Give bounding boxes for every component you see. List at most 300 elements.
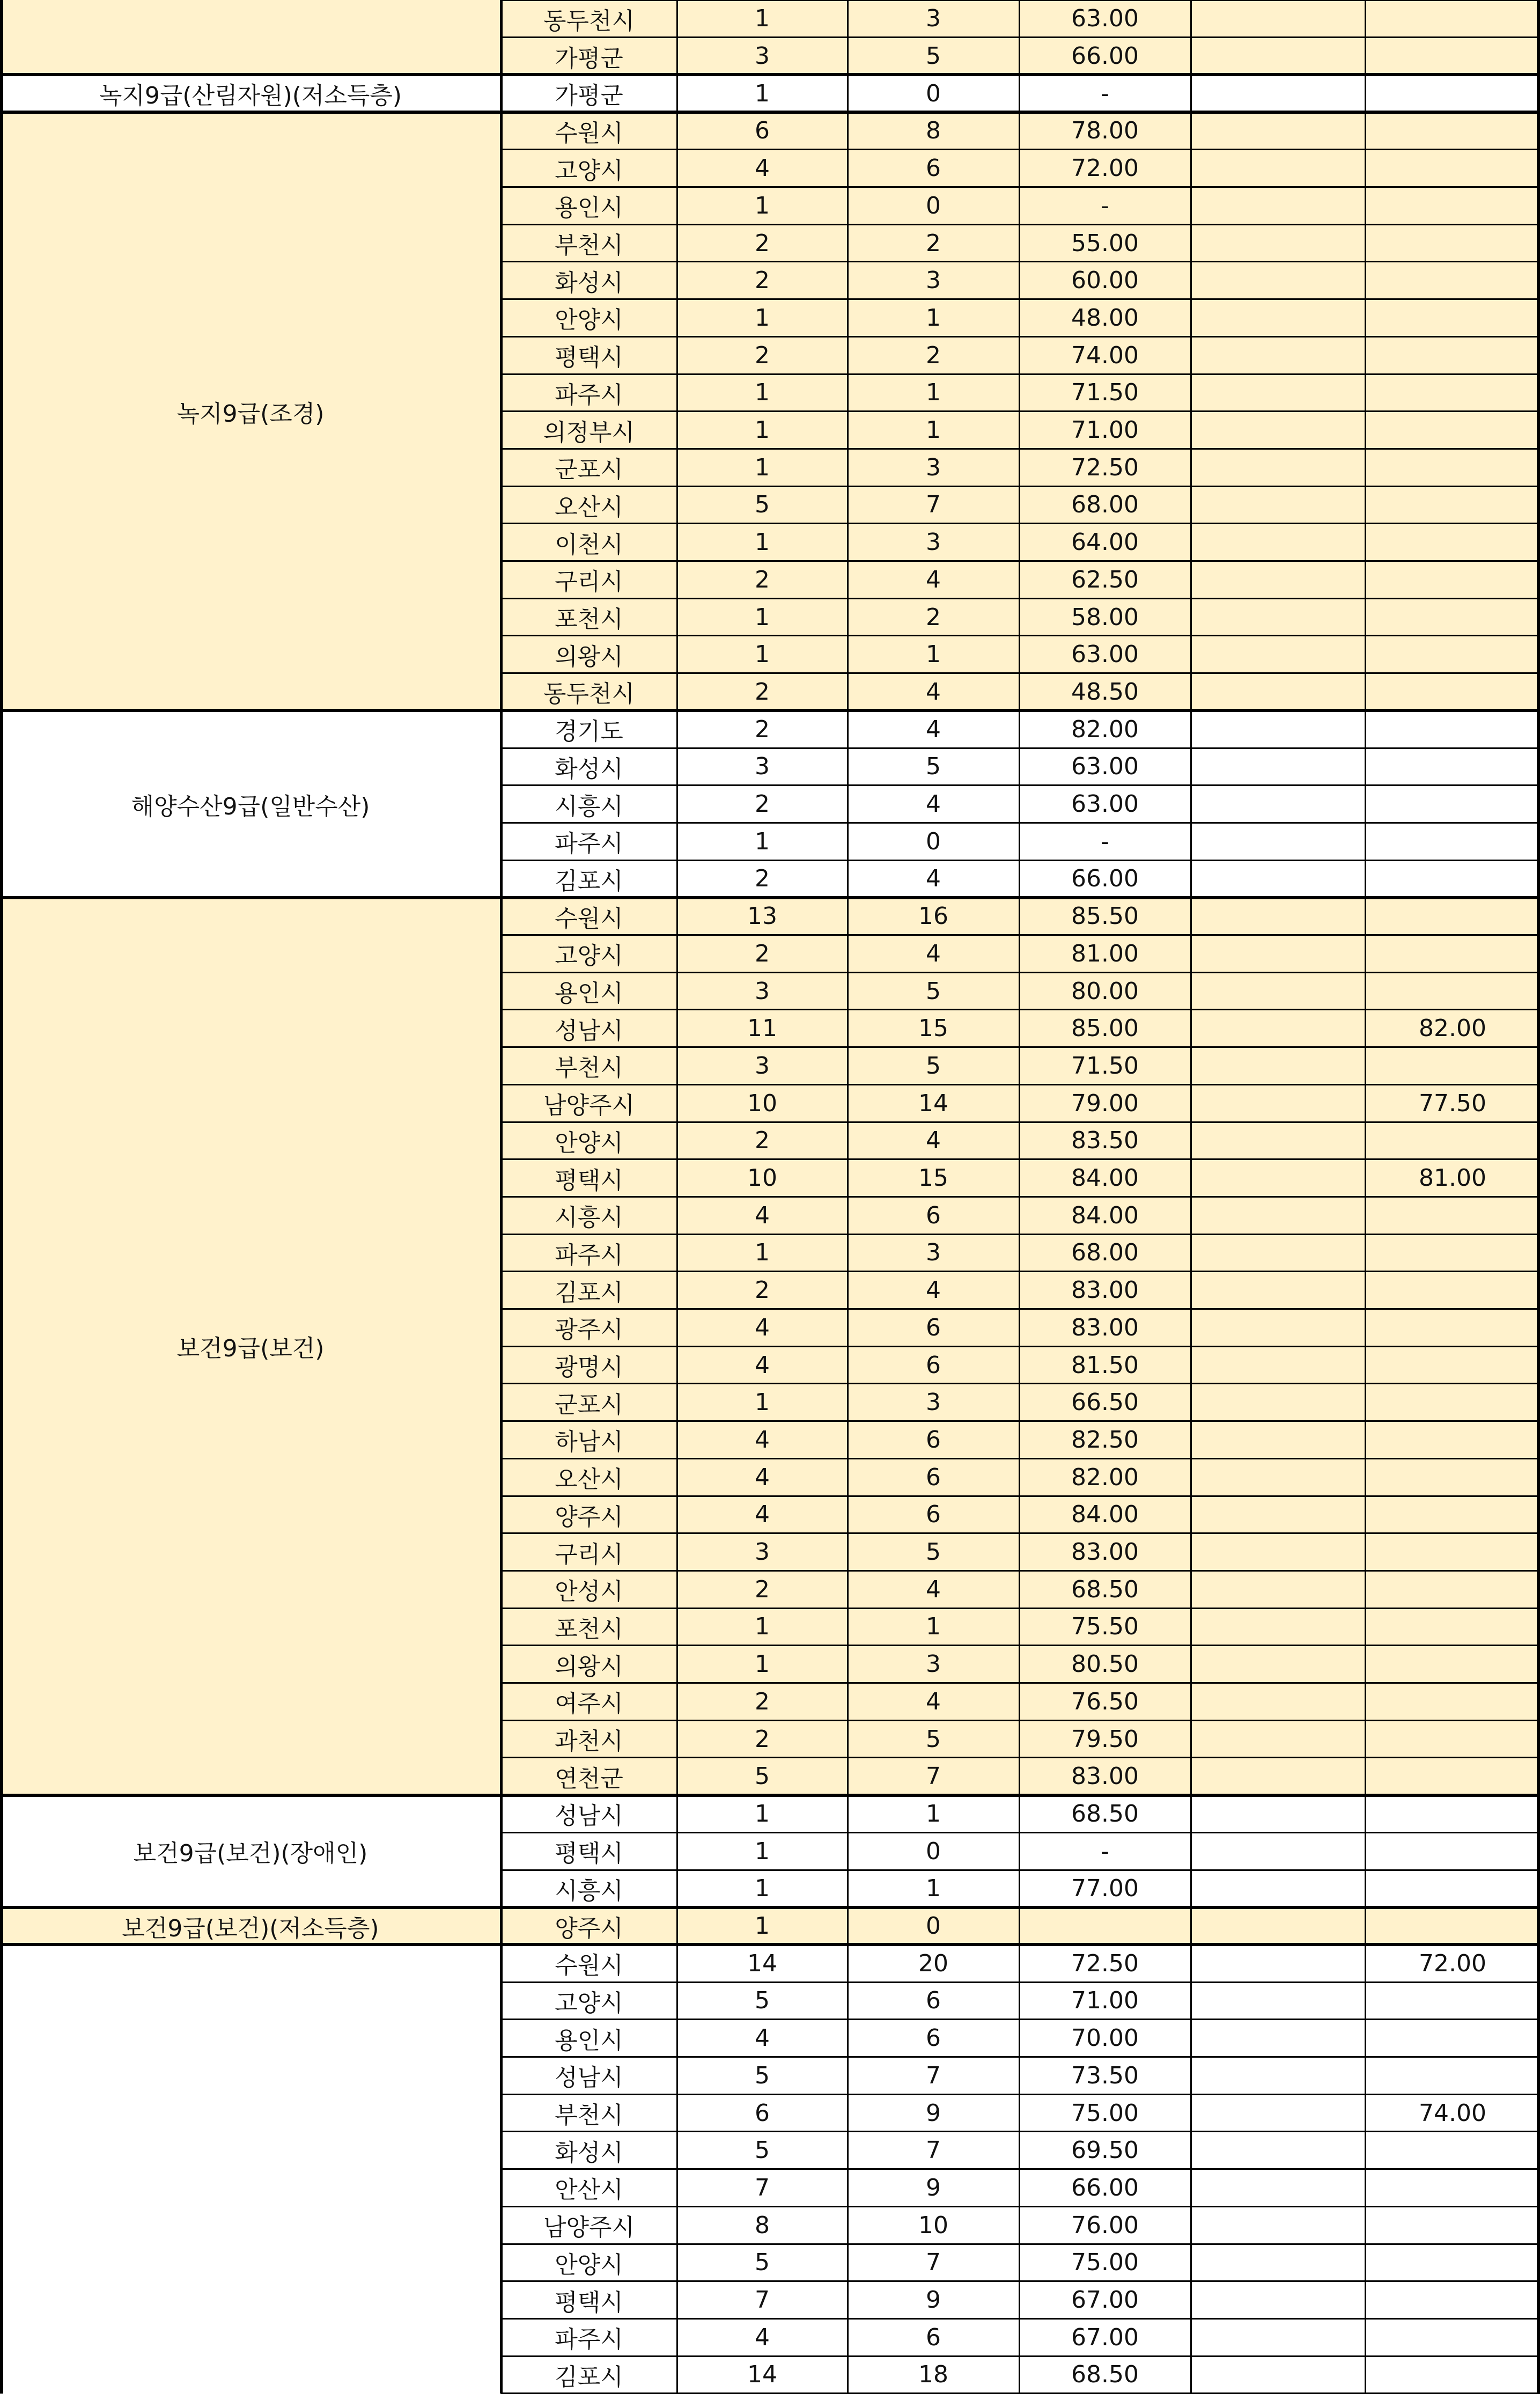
cell-cutoff: - xyxy=(1101,79,1109,107)
cell-applicants: 6 xyxy=(848,150,1019,187)
cell-region: 안성시 xyxy=(501,1570,677,1608)
cell-extra xyxy=(1191,336,1365,374)
cell-cutoff: 64.00 xyxy=(1019,524,1191,561)
cell-positions: 3 xyxy=(677,1047,848,1085)
cell-positions: 1 xyxy=(677,524,848,561)
cell-region: 오산시 xyxy=(501,1458,677,1496)
cell-positions: 2 xyxy=(677,224,848,262)
cell-region: 시흥시 xyxy=(555,1877,623,1905)
cell-extra xyxy=(1191,1795,1365,1833)
cell-score2 xyxy=(1365,412,1540,449)
cell-cutoff: 62.50 xyxy=(1019,561,1191,599)
grid-line xyxy=(501,1832,1540,1833)
cell-score2 xyxy=(1365,1608,1540,1646)
cell-extra xyxy=(1191,2356,1365,2394)
cell-region: 가평군 xyxy=(555,82,623,110)
cell-applicants: 4 xyxy=(926,790,941,818)
cell-positions: 1 xyxy=(677,0,848,38)
cell-positions: 4 xyxy=(755,2323,770,2351)
cell-positions: 2 xyxy=(677,561,848,599)
cell-cutoff: 79.50 xyxy=(1019,1720,1191,1758)
cell-extra xyxy=(1191,1533,1365,1571)
cell-extra xyxy=(1191,412,1365,449)
cell-applicants: 4 xyxy=(848,1570,1019,1608)
cell-applicants: 4 xyxy=(848,1683,1019,1721)
cell-cutoff: 85.00 xyxy=(1019,1010,1191,1047)
cell-positions: 5 xyxy=(755,1987,770,2015)
cell-positions: 13 xyxy=(677,898,848,935)
cell-extra xyxy=(1191,2244,1365,2281)
cell-score2 xyxy=(1365,1272,1540,1309)
cell-cutoff: 83.50 xyxy=(1019,1122,1191,1159)
cell-positions: 4 xyxy=(677,150,848,187)
cell-applicants: 4 xyxy=(848,1272,1019,1309)
cell-extra xyxy=(1191,1458,1365,1496)
grid-line xyxy=(501,1271,1540,1272)
cell-cutoff: 72.00 xyxy=(1019,150,1191,187)
cell-score2 xyxy=(1365,524,1540,561)
cell-cutoff: 48.50 xyxy=(1019,673,1191,711)
cell-cutoff: 71.00 xyxy=(1019,412,1191,449)
cell-cutoff: 55.00 xyxy=(1019,224,1191,262)
grid-line xyxy=(501,1981,1540,1983)
grid-line xyxy=(501,934,1540,936)
grid-line xyxy=(501,149,1540,150)
cell-extra xyxy=(1191,38,1365,75)
cell-region: 파주시 xyxy=(501,374,677,412)
cell-score2 xyxy=(1365,1646,1540,1683)
cell-region: 연천군 xyxy=(501,1758,677,1795)
cell-extra xyxy=(1191,673,1365,711)
cell-score2 xyxy=(1365,2356,1540,2394)
cell-region: 부천시 xyxy=(501,1047,677,1085)
cell-region: 군포시 xyxy=(501,1384,677,1421)
cell-region: 수원시 xyxy=(501,112,677,150)
cell-region: 과천시 xyxy=(501,1720,677,1758)
cell-positions: 1 xyxy=(755,1837,770,1865)
cell-applicants: 0 xyxy=(926,827,941,855)
grid-line xyxy=(501,261,1540,262)
cell-extra xyxy=(1191,150,1365,187)
cell-region: 고양시 xyxy=(501,150,677,187)
cell-extra xyxy=(1191,1907,1365,1945)
cell-region: 경기도 xyxy=(555,718,623,746)
cell-applicants: 9 xyxy=(926,2174,941,2201)
grid-line xyxy=(501,1645,1540,1646)
cell-extra xyxy=(1191,1384,1365,1421)
grid-line xyxy=(501,36,1540,38)
cell-applicants: 0 xyxy=(926,1837,941,1865)
cell-score2 xyxy=(1365,75,1540,112)
cell-applicants: 3 xyxy=(848,262,1019,299)
cell-positions: 2 xyxy=(755,865,770,893)
cell-applicants: 1 xyxy=(926,1800,941,1827)
cell-score2 xyxy=(1365,2169,1540,2207)
grid-line xyxy=(501,1420,1540,1422)
cell-applicants: 3 xyxy=(848,524,1019,561)
cell-cutoff: 66.00 xyxy=(1019,38,1191,75)
cell-positions: 1 xyxy=(677,412,848,449)
cell-positions: 1 xyxy=(677,187,848,225)
cell-positions: 3 xyxy=(677,38,848,75)
cell-positions: 5 xyxy=(755,2061,770,2089)
cell-score2 xyxy=(1365,1458,1540,1496)
cell-region: 양주시 xyxy=(501,1907,677,1945)
cell-cutoff: 75.50 xyxy=(1019,1608,1191,1646)
cell-extra xyxy=(1191,112,1365,150)
cell-positions: 4 xyxy=(677,1496,848,1533)
cell-positions: 10 xyxy=(677,1159,848,1197)
cell-score2: 77.50 xyxy=(1365,1084,1540,1122)
cell-region: 안산시 xyxy=(555,2176,623,2204)
cell-score2 xyxy=(1365,823,1540,860)
cell-positions: 2 xyxy=(677,1683,848,1721)
cell-cutoff: 74.00 xyxy=(1019,336,1191,374)
cell-extra xyxy=(1191,1720,1365,1758)
cell-applicants: 0 xyxy=(848,1907,1019,1945)
cell-extra xyxy=(1191,486,1365,524)
cell-score2 xyxy=(1365,2318,1540,2356)
cell-cutoff: 80.00 xyxy=(1019,972,1191,1010)
cell-extra xyxy=(1191,823,1365,860)
cell-applicants: 5 xyxy=(848,38,1019,75)
cell-score2 xyxy=(1365,2132,1540,2169)
grid-line xyxy=(501,598,1540,599)
cell-positions: 2 xyxy=(755,790,770,818)
grid-line xyxy=(501,186,1540,188)
grid-line xyxy=(501,224,1540,225)
cell-region: 화성시 xyxy=(555,2139,623,2167)
cell-applicants: 6 xyxy=(926,2323,941,2351)
cell-applicants: 7 xyxy=(926,2249,941,2277)
cell-cutoff: 73.50 xyxy=(1071,2061,1139,2089)
cell-region: 평택시 xyxy=(555,2288,623,2316)
grid-line xyxy=(501,2280,1540,2282)
cell-cutoff: 72.50 xyxy=(1071,1949,1139,1977)
cell-extra xyxy=(1191,935,1365,973)
cell-positions: 1 xyxy=(677,1234,848,1272)
cell-region: 김포시 xyxy=(555,2363,623,2391)
cell-cutoff: 84.00 xyxy=(1019,1197,1191,1234)
grid-line xyxy=(501,1234,1540,1235)
grid-line xyxy=(501,523,1540,524)
cell-score2 xyxy=(1365,262,1540,299)
cell-cutoff: 58.00 xyxy=(1019,598,1191,636)
cell-score2 xyxy=(1365,374,1540,412)
cell-positions: 1 xyxy=(755,79,770,107)
cell-extra xyxy=(1191,1683,1365,1721)
cell-applicants: 10 xyxy=(918,2211,948,2239)
cell-region: 의왕시 xyxy=(501,636,677,673)
cell-applicants: 5 xyxy=(848,1533,1019,1571)
cell-positions: 7 xyxy=(755,2174,770,2201)
cell-applicants: 5 xyxy=(926,753,941,781)
cell-extra xyxy=(1191,598,1365,636)
cell-cutoff: 68.50 xyxy=(1071,1800,1139,1827)
group-label-cell: 녹지9급(조경) xyxy=(0,112,501,710)
cell-cutoff: 76.00 xyxy=(1071,2211,1139,2239)
cell-region: 광명시 xyxy=(501,1346,677,1384)
cell-region: 시흥시 xyxy=(501,1197,677,1234)
cell-score2 xyxy=(1365,561,1540,599)
grid-line xyxy=(501,336,1540,337)
cell-score2 xyxy=(1365,1795,1540,1833)
cell-score2 xyxy=(1365,935,1540,973)
cell-extra xyxy=(1191,224,1365,262)
cell-applicants: 6 xyxy=(848,1421,1019,1459)
cell-extra xyxy=(1191,860,1365,898)
cell-score2 xyxy=(1365,336,1540,374)
cell-score2 xyxy=(1365,598,1540,636)
grid-line xyxy=(501,448,1540,450)
cell-extra xyxy=(1191,1122,1365,1159)
cell-region: 용인시 xyxy=(501,972,677,1010)
cell-score2 xyxy=(1365,1570,1540,1608)
cell-region: 부천시 xyxy=(501,224,677,262)
grid-line xyxy=(501,1720,1540,1721)
cell-extra xyxy=(1191,374,1365,412)
cell-region: 구리시 xyxy=(501,561,677,599)
cell-cutoff: 83.00 xyxy=(1019,1533,1191,1571)
cell-cutoff: 60.00 xyxy=(1019,262,1191,299)
cell-positions: 3 xyxy=(677,972,848,1010)
cell-region: 의왕시 xyxy=(501,1646,677,1683)
cell-score2 xyxy=(1365,972,1540,1010)
cell-cutoff: 71.00 xyxy=(1071,1987,1139,2015)
cell-applicants: 16 xyxy=(848,898,1019,935)
cell-positions: 2 xyxy=(755,715,770,743)
cell-positions: 4 xyxy=(677,1421,848,1459)
cell-extra xyxy=(1191,1758,1365,1795)
cell-score2 xyxy=(1365,299,1540,337)
cell-cutoff: 84.00 xyxy=(1019,1496,1191,1533)
grid-line xyxy=(501,1158,1540,1160)
grid-line xyxy=(501,1046,1540,1048)
cell-applicants: 6 xyxy=(848,1309,1019,1347)
grid-line xyxy=(501,1532,1540,1534)
cell-applicants: 7 xyxy=(926,2061,941,2089)
cell-cutoff: 81.50 xyxy=(1019,1346,1191,1384)
cell-positions: 1 xyxy=(677,374,848,412)
cell-applicants: 0 xyxy=(848,187,1019,225)
cell-region: 화성시 xyxy=(501,262,677,299)
grid-line xyxy=(501,1383,1540,1384)
cell-applicants: 4 xyxy=(926,715,941,743)
cell-region: 오산시 xyxy=(501,486,677,524)
cell-region: 안양시 xyxy=(501,299,677,337)
cell-applicants: 7 xyxy=(926,2137,941,2164)
cell-extra xyxy=(1191,1608,1365,1646)
grid-line xyxy=(501,1084,1540,1085)
cell-score2 xyxy=(1365,449,1540,486)
cell-extra xyxy=(1191,710,1365,748)
cell-region: 남양주시 xyxy=(501,1084,677,1122)
grid-line xyxy=(501,1608,1540,1609)
cell-positions: 1 xyxy=(755,1800,770,1827)
grid-line xyxy=(501,373,1540,375)
cell-extra xyxy=(1191,1272,1365,1309)
cell-cutoff: 48.00 xyxy=(1019,299,1191,337)
grid-line xyxy=(676,0,678,2394)
grid-line xyxy=(501,784,1540,786)
cell-score2 xyxy=(1365,2281,1540,2319)
cell-cutoff: 71.50 xyxy=(1019,1047,1191,1085)
cell-positions: 2 xyxy=(677,336,848,374)
group-label-cell: 녹지9급(산림자원)(저소득층) xyxy=(99,82,402,110)
cell-applicants: 6 xyxy=(926,1987,941,2015)
cell-region: 동두천시 xyxy=(501,0,677,38)
cell-positions: 4 xyxy=(677,1458,848,1496)
cell-cutoff: 78.00 xyxy=(1019,112,1191,150)
group-label-cell: 보건9급(보건)(저소득층) xyxy=(0,1907,501,1945)
cell-score2 xyxy=(1365,112,1540,150)
cell-region: 시흥시 xyxy=(555,792,623,820)
cell-score2 xyxy=(1365,0,1540,38)
cell-positions: 2 xyxy=(677,262,848,299)
cell-positions: 3 xyxy=(677,1533,848,1571)
cell-score2 xyxy=(1365,1832,1540,1870)
cell-extra xyxy=(1191,2318,1365,2356)
cell-score2 xyxy=(1365,2206,1540,2244)
cell-applicants: 1 xyxy=(848,1608,1019,1646)
cell-extra xyxy=(1191,1010,1365,1047)
cell-applicants: 9 xyxy=(926,2286,941,2314)
grid-line xyxy=(847,0,849,2394)
cell-extra xyxy=(1191,2094,1365,2132)
cell-positions: 5 xyxy=(755,2249,770,2277)
cell-region: 포천시 xyxy=(501,1608,677,1646)
grid-line xyxy=(501,635,1540,636)
cell-cutoff: 79.00 xyxy=(1019,1084,1191,1122)
grid-line xyxy=(0,1943,1540,1946)
cell-region: 파주시 xyxy=(555,2326,623,2354)
cell-applicants: 3 xyxy=(848,1646,1019,1683)
cell-region: 화성시 xyxy=(555,755,623,783)
cell-cutoff: 83.00 xyxy=(1019,1309,1191,1347)
cell-applicants: 2 xyxy=(848,598,1019,636)
grid-line xyxy=(501,2355,1540,2357)
cell-score2 xyxy=(1365,1309,1540,1347)
cell-cutoff: 82.00 xyxy=(1019,1458,1191,1496)
cell-applicants: 2 xyxy=(848,336,1019,374)
cell-extra xyxy=(1191,524,1365,561)
cell-score2 xyxy=(1365,1122,1540,1159)
cell-extra xyxy=(1191,2132,1365,2169)
grid-line xyxy=(501,298,1540,300)
grid-line xyxy=(0,0,3,2394)
grid-line xyxy=(501,2019,1540,2020)
grid-line xyxy=(501,560,1540,562)
cell-cutoff: 67.00 xyxy=(1071,2286,1139,2314)
cell-score2: 74.00 xyxy=(1419,2099,1486,2127)
grid-line xyxy=(501,1346,1540,1347)
cell-extra xyxy=(1191,1944,1365,1982)
cell-positions: 14 xyxy=(747,1949,777,1977)
grid-line xyxy=(501,1757,1540,1758)
cell-positions: 1 xyxy=(677,1608,848,1646)
cell-positions: 14 xyxy=(747,2361,777,2389)
cell-score2 xyxy=(1365,898,1540,935)
cell-score2 xyxy=(1365,2244,1540,2281)
grid-line xyxy=(0,73,1540,76)
cell-positions: 1 xyxy=(677,299,848,337)
cell-region: 군포시 xyxy=(501,449,677,486)
cell-region: 하남시 xyxy=(501,1421,677,1459)
cell-region: 안양시 xyxy=(501,1122,677,1159)
cell-cutoff: 83.00 xyxy=(1019,1272,1191,1309)
cell-score2 xyxy=(1365,1758,1540,1795)
cell-region: 여주시 xyxy=(501,1683,677,1721)
cell-score2 xyxy=(1365,748,1540,786)
cell-applicants: 18 xyxy=(918,2361,948,2389)
cell-extra xyxy=(1191,2057,1365,2095)
cell-region: 동두천시 xyxy=(501,673,677,711)
cell-extra xyxy=(1191,1982,1365,2020)
cell-applicants: 1 xyxy=(848,374,1019,412)
cell-applicants: 15 xyxy=(848,1010,1019,1047)
cell-cutoff: - xyxy=(1101,827,1109,855)
cell-score2: 81.00 xyxy=(1365,1159,1540,1197)
cell-extra xyxy=(1191,636,1365,673)
cell-region: 김포시 xyxy=(501,1272,677,1309)
grid-line xyxy=(501,1458,1540,1459)
cell-extra xyxy=(1191,187,1365,225)
cell-extra xyxy=(1191,1346,1365,1384)
cell-cutoff: 83.00 xyxy=(1019,1758,1191,1795)
cell-score2 xyxy=(1365,673,1540,711)
cell-extra xyxy=(1191,1084,1365,1122)
cell-cutoff: - xyxy=(1019,187,1191,225)
cell-positions: 5 xyxy=(677,1758,848,1795)
cell-applicants: 3 xyxy=(848,1234,1019,1272)
cell-score2 xyxy=(1365,1496,1540,1533)
cell-positions: 1 xyxy=(677,1907,848,1945)
cell-applicants: 5 xyxy=(848,972,1019,1010)
cell-applicants: 4 xyxy=(848,673,1019,711)
cell-score2 xyxy=(1365,486,1540,524)
cell-cutoff: 75.00 xyxy=(1071,2249,1139,2277)
cell-cutoff: 69.50 xyxy=(1071,2137,1139,2164)
cell-region: 구리시 xyxy=(501,1533,677,1571)
cell-positions: 8 xyxy=(755,2211,770,2239)
group-label-cell: 보건9급(보건) xyxy=(0,898,501,1795)
cell-score2 xyxy=(1365,1197,1540,1234)
grid-line xyxy=(501,2056,1540,2058)
grid-line xyxy=(501,1009,1540,1010)
grid-line xyxy=(0,111,1540,114)
cell-extra xyxy=(1191,898,1365,935)
cell-positions: 4 xyxy=(755,2024,770,2052)
group-label-cell: 해양수산9급(일반수산) xyxy=(131,792,370,820)
cell-cutoff: 66.50 xyxy=(1019,1384,1191,1421)
grid-line xyxy=(501,2318,1540,2320)
cell-score2 xyxy=(1365,1720,1540,1758)
cell-score2 xyxy=(1365,860,1540,898)
cell-positions: 4 xyxy=(677,1197,848,1234)
cell-applicants: 6 xyxy=(848,1197,1019,1234)
grid-line xyxy=(0,709,1540,712)
grid-line xyxy=(501,2243,1540,2245)
cell-score2 xyxy=(1365,1683,1540,1721)
cell-region: 의정부시 xyxy=(501,412,677,449)
cell-score2 xyxy=(1365,1346,1540,1384)
cell-cutoff: 76.50 xyxy=(1019,1683,1191,1721)
cell-positions: 1 xyxy=(677,1646,848,1683)
cell-positions: 10 xyxy=(677,1084,848,1122)
cell-region: 양주시 xyxy=(501,1496,677,1533)
cell-applicants: 3 xyxy=(848,449,1019,486)
cell-positions: 1 xyxy=(677,449,848,486)
